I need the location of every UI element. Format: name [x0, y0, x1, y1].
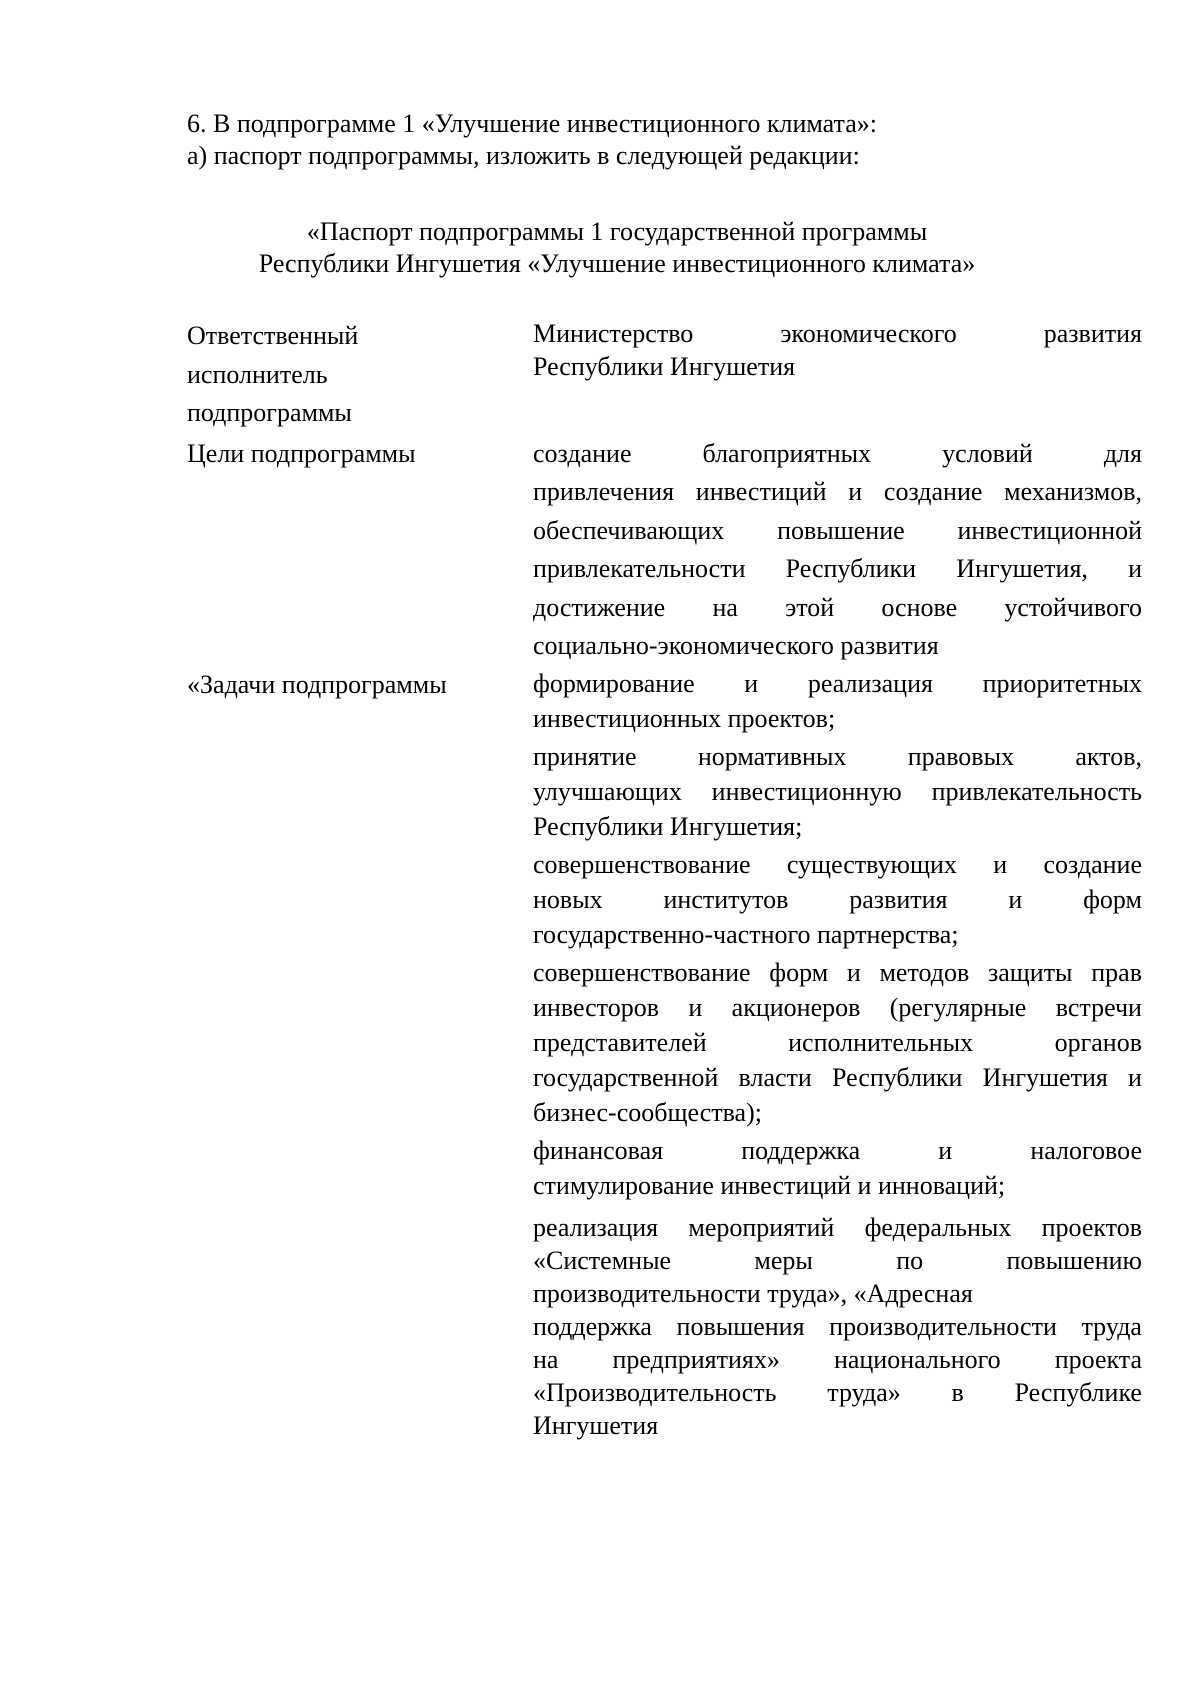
executor-label-line: исполнитель: [187, 359, 328, 389]
text-word: обеспечивающих: [533, 515, 725, 545]
goals-line: [533, 473, 1142, 512]
text-word: встречи: [1055, 992, 1142, 1022]
text-word: акционеров: [731, 992, 861, 1022]
text-word: стимулирование инвестиций и инноваций;: [533, 1170, 1006, 1200]
text-line: [533, 1211, 1142, 1244]
text-word: Республики: [785, 554, 917, 583]
text-word: финансовая: [533, 1135, 664, 1165]
text-word: мероприятий: [688, 1212, 835, 1242]
text-word: труда»: [827, 1377, 901, 1407]
text-line: [533, 882, 1142, 917]
text-word: и: [1128, 1062, 1142, 1092]
passport-row-goals: [187, 435, 1142, 666]
passport-heading-line-1: «Паспорт подпрограммы 1 государственной программы: [306, 217, 928, 246]
executor-label-line: подпрограммы: [187, 398, 352, 427]
executor-label-line: Ответственный: [187, 321, 359, 350]
text-line: [533, 847, 1142, 882]
text-word: институтов: [663, 884, 789, 914]
text-word: методов: [879, 957, 970, 987]
text-word: форм: [769, 957, 829, 987]
text-word: создание: [533, 438, 632, 468]
goals-label: [187, 435, 533, 474]
text-word: налоговое: [1030, 1135, 1142, 1165]
passport-row-executor: [187, 317, 1142, 433]
text-word: защиты: [987, 957, 1073, 987]
passport-heading-line-2: Республики Ингушетия «Улучшение инвестиционного климата»: [258, 249, 976, 278]
text-word: и: [688, 992, 703, 1022]
text-word: привлечения: [533, 477, 675, 506]
text-word: Ингушетия: [982, 1062, 1108, 1092]
text-word: Министерство: [533, 319, 694, 348]
goals-line: [533, 435, 1142, 474]
text-word: создание: [1043, 849, 1142, 879]
text-word: федеральных: [864, 1212, 1012, 1242]
text-word: инвестиционной: [957, 515, 1142, 545]
text-word: инвестиций: [695, 477, 827, 506]
text-word: новых: [533, 884, 603, 914]
text-word: форм: [1083, 884, 1142, 914]
text-word: формирование: [533, 668, 695, 698]
text-line: [533, 317, 1142, 383]
executor-value: [533, 317, 1142, 383]
task-item: [533, 847, 1142, 952]
text-line: [533, 1060, 1142, 1095]
text-word: на: [712, 592, 738, 622]
text-word: Ингушетия,: [956, 554, 1088, 583]
text-word: улучшающих: [533, 776, 682, 806]
text-word: и: [938, 1135, 953, 1165]
text-word: государственной: [533, 1062, 719, 1092]
task-item: [533, 1133, 1142, 1203]
text-line: [533, 1244, 1142, 1277]
text-word: Республике: [1014, 1377, 1142, 1407]
text-word: по: [896, 1245, 924, 1275]
text-word: развития: [849, 884, 948, 914]
text-line: [533, 1025, 1142, 1060]
text-word: прав: [1091, 957, 1142, 987]
intro-line-2: а) паспорт подпрограммы, изложить в следующей редакции:: [187, 141, 860, 170]
text-word: достижение: [533, 592, 666, 622]
text-word: органов: [1054, 1027, 1142, 1057]
text-word: устойчивого: [1004, 592, 1142, 622]
text-line: [533, 990, 1142, 1025]
passport-heading: [187, 216, 1047, 280]
text-word: представителей: [533, 1027, 707, 1057]
text-word: совершенствование: [533, 957, 751, 987]
text-word: привлекательности: [533, 554, 746, 583]
goals-line: социально-экономического развития: [533, 631, 939, 660]
text-word: «Производительность: [533, 1377, 777, 1407]
text-word: Цели подпрограммы: [187, 438, 416, 468]
text-word: повышению: [1006, 1245, 1142, 1275]
text-word: существующих: [786, 849, 957, 879]
text-word: «Системные: [533, 1245, 672, 1275]
task-item: [533, 739, 1142, 844]
text-word: благоприятных: [702, 438, 872, 468]
text-word: реализация: [807, 668, 933, 698]
text-word: исполнительных: [788, 1027, 974, 1057]
text-word: принятие: [533, 741, 637, 771]
intro-paragraph: [187, 108, 1107, 172]
goals-value: [533, 435, 1142, 666]
text-word: Республики: [832, 1062, 963, 1092]
text-word: национального: [833, 1344, 1001, 1374]
goals-line: [533, 550, 1142, 589]
text-word: труда: [1081, 1311, 1142, 1341]
text-word: основе: [881, 592, 958, 622]
text-line: [533, 739, 1142, 774]
goals-line: [533, 512, 1142, 551]
text-word: и: [1008, 884, 1023, 914]
text-word: развития: [1043, 319, 1142, 348]
text-word: меры: [754, 1245, 813, 1275]
executor-value-line: [533, 317, 1142, 350]
text-word: и: [1128, 554, 1142, 583]
text-word: реализация: [533, 1212, 659, 1242]
text-word: и: [846, 957, 861, 987]
tasks-label: [187, 666, 533, 705]
text-line: [533, 1133, 1142, 1168]
passport-row-tasks: [187, 666, 1142, 1442]
text-word: механизмов,: [1004, 477, 1142, 506]
text-word: инвестиционную: [711, 776, 902, 806]
passport-table: [187, 317, 1142, 1442]
text-word: условий: [942, 438, 1033, 468]
goals-line: [533, 589, 1142, 628]
text-word: в: [951, 1377, 964, 1407]
text-word: и: [993, 849, 1008, 879]
text-word: проектов: [1041, 1212, 1142, 1242]
text-word: создание: [883, 477, 983, 506]
tasks-value: [533, 666, 1142, 1442]
text-word: приоритетных: [982, 668, 1142, 698]
text-word: привлекательность: [931, 776, 1142, 806]
text-line: [533, 774, 1142, 809]
task-item: [533, 666, 1142, 736]
text-word: актов,: [1075, 741, 1142, 771]
text-word: поддержка: [533, 1311, 652, 1341]
text-word: «Задачи подпрограммы: [187, 669, 447, 699]
text-word: правовых: [907, 741, 1015, 771]
text-word: власти: [738, 1062, 812, 1092]
text-word: (регулярные: [889, 992, 1027, 1022]
text-word: Республики Ингушетия;: [533, 811, 803, 841]
text-word: бизнес-сообщества);: [533, 1097, 762, 1127]
text-line: [533, 1310, 1142, 1343]
text-line: [533, 666, 1142, 701]
text-word: и: [848, 477, 863, 506]
task-item: [533, 1211, 1142, 1442]
text-word: на: [533, 1344, 559, 1374]
text-word: для: [1103, 438, 1142, 468]
task-item: [533, 955, 1142, 1130]
text-word: проекта: [1054, 1344, 1142, 1374]
text-line: [533, 1343, 1142, 1376]
text-word: инвестиционных проектов;: [533, 703, 836, 733]
text-word: Ингушетия: [533, 1410, 659, 1440]
text-word: этой: [785, 592, 835, 622]
text-line: [533, 1376, 1142, 1409]
text-word: производительности: [829, 1311, 1057, 1341]
text-line: [533, 955, 1142, 990]
executor-label: [187, 317, 533, 433]
intro-line-1: 6. В подпрограмме 1 «Улучшение инвестиционного климата»:: [187, 109, 877, 138]
text-word: повышения: [676, 1311, 805, 1341]
text-word: инвесторов: [533, 992, 659, 1022]
text-word: поддержка: [741, 1135, 861, 1165]
text-word: повышение: [777, 515, 905, 545]
text-word: государственно-частного партнерства;: [533, 919, 959, 949]
text-word: производительности труда», «Адресная: [533, 1278, 973, 1308]
text-word: нормативных: [697, 741, 847, 771]
text-word: и: [744, 668, 759, 698]
executor-value-line: Республики Ингушетия: [533, 352, 796, 381]
text-word: совершенствование: [533, 849, 751, 879]
text-word: экономического: [780, 319, 957, 348]
text-word: предприятиях»: [612, 1344, 780, 1374]
